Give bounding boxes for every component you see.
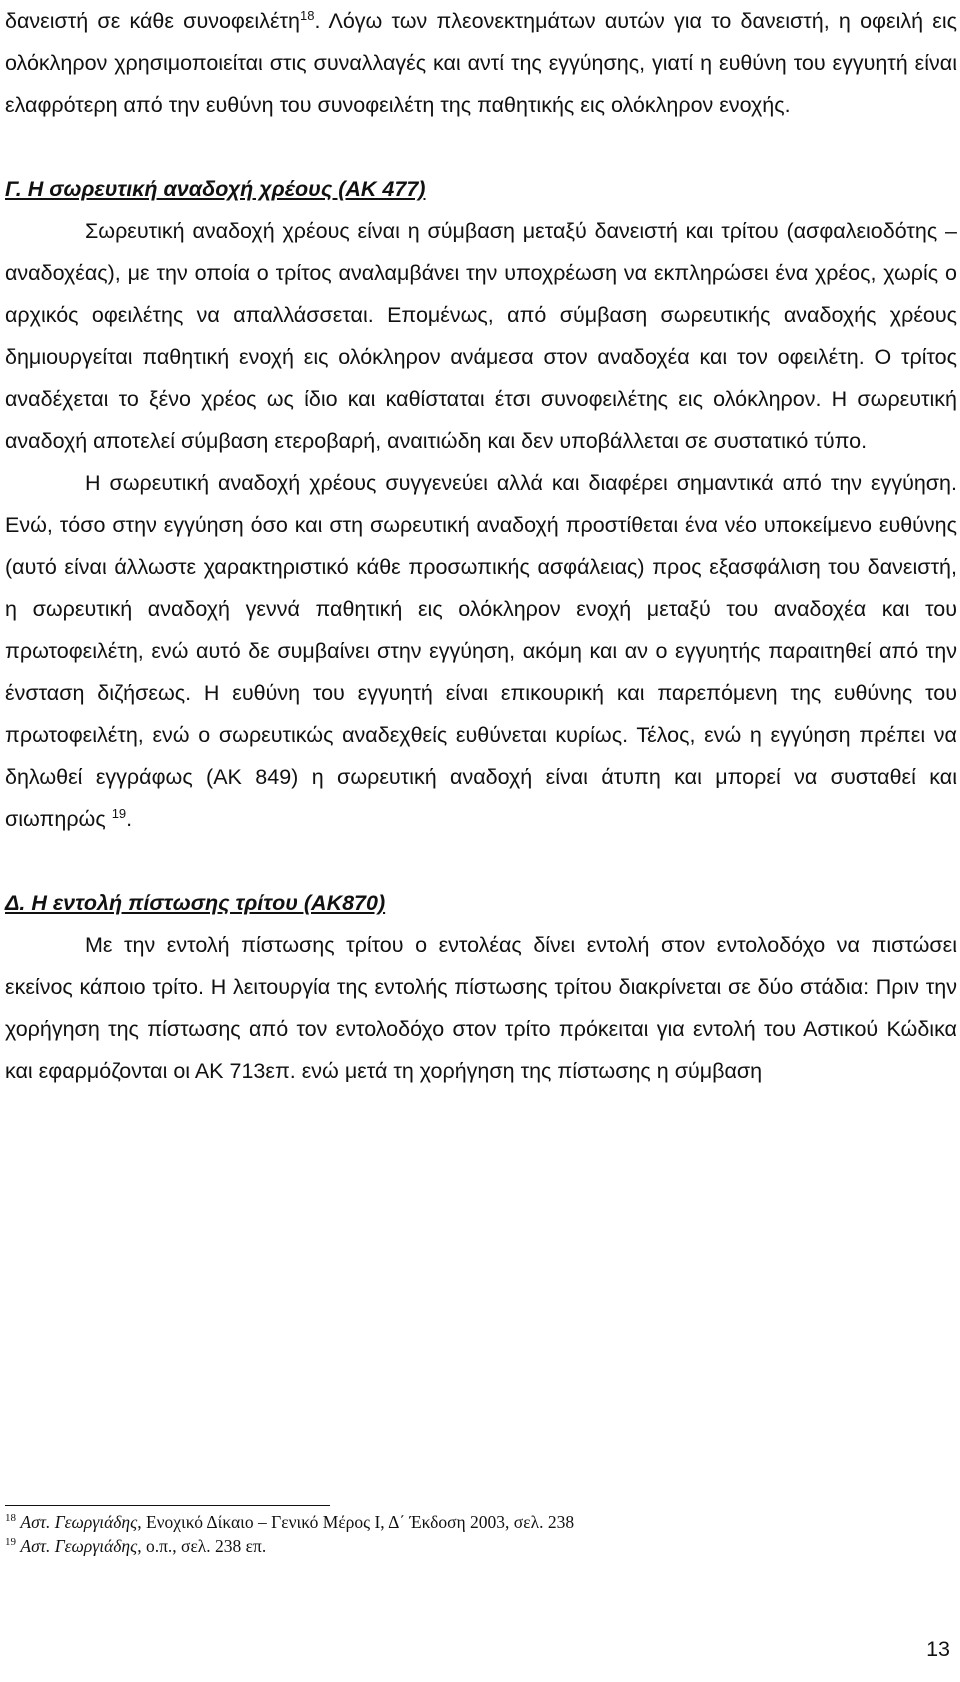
paragraph-credit-order: Με την εντολή πίστωσης τρίτου ο εντολέας δίνει εντολή στον εντολοδόχο να πιστώσει εκείνος κάποιο τρίτο. Η λειτουργία της εντολής πίστωσης τρίτου διακρίνεται σε δύο στάδια: Πριν την χορήγηση της πίστωσης από τον εντολοδόχο στον τρίτο πρόκειται για εντολή του Αστικού Κώδικα και εφαρμόζονται οι ΑΚ 713επ. ενώ μετά τη χορήγηση της πίστωσης η σύμβαση (5, 933, 957, 1083)
footnote-19 (5, 1534, 957, 1558)
footnote-text: , ο.π., σελ. 238 επ. (137, 1536, 267, 1556)
paragraph-continuation (5, 0, 957, 126)
paragraph-text: . (126, 807, 133, 831)
section-heading-d: Δ. Η εντολή πίστωσης τρίτου (ΑΚ870) (5, 891, 386, 915)
footnote-author: Αστ. Γεωργιάδης (20, 1536, 138, 1556)
paragraph-text: δανειστή σε κάθε συνοφειλέτη (5, 9, 300, 33)
paragraph-text: . Λόγω των πλεονεκτημάτων αυτών για το δανειστή, η οφειλή εις ολόκληρον χρησιμοποιείται στις συναλλαγές και αντί της εγγύησης, γιατί η ευθύνη του εγγυητή είναι ελαφρότερη από την ευθύνη του συνοφειλέτη της παθητικής εις ολόκληρον ενοχής. (5, 9, 957, 117)
footnotes (5, 1510, 957, 1558)
footnote-number: 18 (5, 1512, 16, 1525)
footnote-text: , Ενοχικό Δίκαιο – Γενικό Μέρος Ι, Δ΄ Έκδοση 2003, σελ. 238 (137, 1512, 575, 1532)
paragraph-text: Η σωρευτική αναδοχή χρέους συγγενεύει αλλά και διαφέρει σημαντικά από την εγγύηση. Ενώ, τόσο στην εγγύηση όσο και στη σωρευτική αναδοχή προστίθεται ένα νέο υποκείμενο ευθύνης (αυτό είναι άλλωστε χαρακτηριστικό κάθε προσωπικής ασφάλειας) προς εξασφάλιση του δανειστή, η σωρευτική αναδοχή γεννά παθητική εις ολόκληρον ενοχή μεταξύ του αναδοχέα και του πρωτοφειλέτη, ενώ αυτό δε συμβαίνει στην εγγύηση, ακόμη και αν ο εγγυητής παραιτηθεί από την ένσταση διζήσεως. Η ευθύνη του εγγυητή είναι επικουρική και παρεπόμενη της ευθύνης του πρωτοφειλέτη, ενώ ο σωρευτικώς αναδεχθείς ευθύνεται κυρίως. Τέλος, ενώ η εγγύηση πρέπει να δηλωθεί εγγράφως (ΑΚ 849) η σωρευτική αναδοχή είναι άτυπη και μπορεί να συσταθεί και σιωπηρώς (5, 471, 957, 831)
paragraph-comparison-guarantee (5, 462, 957, 840)
body-text (5, 0, 957, 1092)
section-heading-g (5, 168, 957, 210)
footnote-number: 19 (5, 1536, 16, 1549)
page-number: 13 (926, 1637, 950, 1661)
footnote-separator (5, 1505, 330, 1506)
footnote-ref-18[interactable]: 18 (300, 7, 315, 23)
heading-text: Γ. Η σωρευτική αναδοχή χρέους (ΑΚ 477) (5, 177, 426, 201)
footnote-author: Αστ. Γεωργιάδης (20, 1512, 138, 1532)
paragraph-cumulative-assumption: Σωρευτική αναδοχή χρέους είναι η σύμβαση μεταξύ δανειστή και τρίτου (ασφαλειοδότης – αναδοχέας), με την οποία ο τρίτος αναλαμβάνει την υποχρέωση να εκπληρώσει ένα χρέος, χωρίς ο αρχικός οφειλέτης να απαλλάσσεται. Επομένως, από σύμβαση σωρευτικής αναδοχής χρέους δημιουργείται παθητική ενοχή εις ολόκληρον ανάμεσα στον αναδοχέα και τον οφειλέτη. Ο τρίτος αναδέχεται το ξένο χρέος ως ίδιο και καθίσταται έτσι συνοφειλέτης εις ολόκληρον. Η σωρευτική αναδοχή αποτελεί σύμβαση ετεροβαρή, αναιτιώδη και δεν υποβάλλεται σε συστατικό τύπο. (5, 219, 957, 453)
footnote-18 (5, 1510, 957, 1534)
footnote-ref-19[interactable]: 19 (111, 805, 127, 821)
